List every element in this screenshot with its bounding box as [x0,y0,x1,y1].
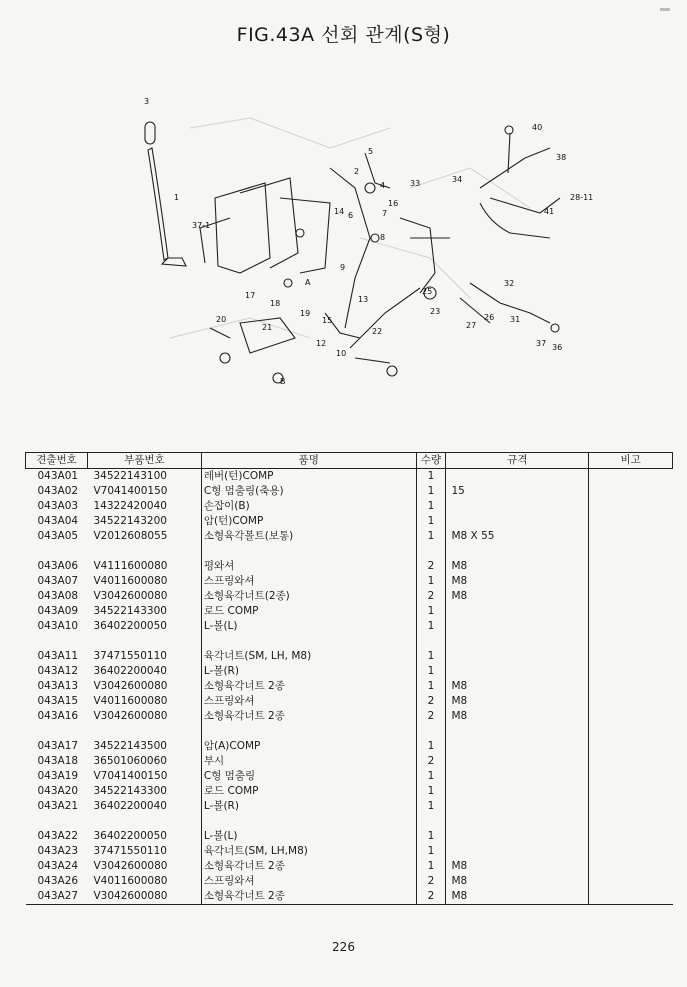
spec-cell: M8 [446,859,589,874]
spacer-cell [446,544,589,559]
part-name-cell: 소형육각너트 2종 [201,889,416,905]
quantity-cell: 1 [416,784,446,799]
part-code-cell: 043A13 [37,679,79,692]
part-code-cell: 043A27 [26,889,88,905]
quantity-cell: 1 [416,844,446,859]
part-name-cell: 스프링와셔 [201,694,416,709]
quantity-cell: 1 [416,484,446,499]
part-code-cell: 043A11 [37,649,79,662]
part-name-cell: 암(A)COMP [201,739,416,754]
part-code-cell: 043A06 [37,559,79,572]
callout-label: 1 [174,193,180,202]
exploded-view-drawing [130,88,594,393]
part-number-cell: V3042600080 [87,889,201,905]
spacer-cell [589,634,673,649]
quantity-cell: 1 [416,574,446,589]
note-cell [589,769,673,784]
quantity-cell: 1 [416,469,446,485]
callout-label: 34 [452,175,463,184]
callout-label: 26 [484,313,495,322]
callout-label: 16 [388,199,399,208]
spacer-cell [201,634,416,649]
table-row [26,559,673,574]
callout-label: 32 [504,279,515,288]
note-cell [589,754,673,769]
spec-cell [446,844,589,859]
quantity-cell: 1 [416,649,446,664]
handle-knob [145,122,155,144]
group-spacer-row [26,724,673,739]
note-cell [589,799,673,814]
part-name-cell: 소형육각너트(2종) [201,589,416,604]
table-row [26,649,673,664]
spacer-cell [26,814,88,829]
part-code-cell: 043A17 [37,739,79,752]
note-cell [589,499,673,514]
part-code-cell: 043A22 [37,829,79,842]
callout-label: 20 [216,315,227,324]
part-number-cell: V7041400150 [93,769,168,782]
callout-label: 23 [430,307,441,316]
callout-label: 10 [336,349,347,358]
note-cell [589,889,673,905]
callout-label: 41 [544,207,555,216]
quantity-cell: 1 [416,799,446,814]
spacer-cell [26,634,88,649]
part-name-cell: 육각너트(SM, LH,M8) [201,844,416,859]
spec-cell: M8 [446,889,589,905]
part-number-cell: V3042600080 [93,709,168,722]
spacer-cell [446,724,589,739]
part-number-cell: 14322420040 [93,500,167,512]
spec-cell [446,754,589,769]
callout-label: 7 [382,209,388,218]
spacer-cell [589,724,673,739]
callout-label: 13 [358,295,369,304]
table-row [26,889,673,905]
table-row [26,679,673,694]
callout-label: A [305,278,311,287]
quantity-cell: 1 [416,739,446,754]
table-row [26,619,673,634]
quantity-cell: 1 [416,769,446,784]
spacer-cell [416,814,446,829]
group-spacer-row [26,634,673,649]
table-row [26,829,673,844]
spec-cell: M8 [446,589,589,604]
part-code-cell: 043A24 [37,859,79,872]
callout-label: 27 [466,321,477,330]
part-code-cell: 043A05 [37,530,79,542]
table-row [26,694,673,709]
note-cell [589,664,673,679]
note-cell [589,694,673,709]
callout-label: 4 [380,181,386,190]
spec-cell: M8 [446,574,589,589]
table-row [26,769,673,784]
part-number-cell: 34522143300 [93,604,167,617]
part-number-cell: V2012608055 [93,530,168,542]
part-code-cell: 043A03 [37,500,79,512]
spec-cell [446,604,589,619]
callout-label: 18 [270,299,281,308]
spacer-cell [589,544,673,559]
part-code-cell: 043A01 [37,470,79,482]
table-row [26,709,673,724]
spacer-cell [26,724,88,739]
spacer-cell [416,544,446,559]
callout-label: 12 [316,339,327,348]
note-cell [589,739,673,754]
part-code-cell: 043A15 [37,694,79,707]
quantity-cell: 1 [416,514,446,529]
table-header-row [26,453,673,469]
part-number-cell: 37471550110 [93,649,167,662]
part-number-cell: V4011600080 [93,574,168,587]
table-row [26,754,673,769]
part-name-cell: 스프링와셔 [201,874,416,889]
part-number-cell: V4011600080 [93,694,168,707]
table-row [26,529,673,544]
spec-cell: M8 [446,709,589,724]
header-part-number: 부품번호 [87,453,201,469]
note-cell [589,604,673,619]
group-spacer-row [26,544,673,559]
spacer-cell [201,724,416,739]
spacer-cell [446,634,589,649]
quantity-cell: 1 [416,619,446,634]
part-name-cell: C형 멈춤링(축용) [201,484,416,499]
table-row [26,499,673,514]
callout-label: 5 [368,147,374,156]
part-code-cell: 043A26 [37,874,79,887]
part-number-cell: V4011600080 [93,874,168,887]
parts-diagram [130,88,594,393]
spec-cell: M8 [446,694,589,709]
callout-label: 14 [334,207,345,216]
quantity-cell: 2 [416,754,446,769]
quantity-cell: 1 [416,664,446,679]
callout-label: 9 [340,263,346,272]
part-name-cell: 소형육각너트 2종 [201,859,416,874]
note-cell [589,784,673,799]
part-number-cell: 36501060060 [93,754,167,767]
part-number-cell: 36402200050 [93,619,167,632]
spec-cell [446,469,589,485]
callout-label: 2 [354,167,360,176]
part-code-cell: 043A12 [37,664,79,677]
spacer-cell [87,814,201,829]
note-cell [589,859,673,874]
spec-cell [446,664,589,679]
note-cell [589,574,673,589]
part-name-cell: 레버(턴)COMP [201,469,416,485]
part-name-cell: C형 멈춤링 [201,769,416,784]
note-cell [589,589,673,604]
spec-cell [446,649,589,664]
callout-label: 8 [380,233,386,242]
quantity-cell: 1 [416,604,446,619]
note-cell [589,679,673,694]
table-row [26,739,673,754]
spacer-cell [87,634,201,649]
callout-label: 6 [348,211,354,220]
callout-label: 37 [536,339,547,348]
spec-cell [446,769,589,784]
quantity-cell: 2 [416,694,446,709]
header-note: 비고 [589,453,673,469]
part-name-cell: L-볼(L) [201,619,416,634]
part-number-cell: V3042600080 [93,859,168,872]
part-code-cell: 043A19 [37,769,79,782]
note-cell [589,844,673,859]
quantity-cell: 1 [416,679,446,694]
part-code-cell: 043A21 [37,799,79,812]
spacer-cell [416,724,446,739]
part-name-cell: 로드 COMP [201,784,416,799]
spacer-cell [26,544,88,559]
quantity-cell: 2 [416,589,446,604]
parts-table [25,452,673,905]
parts-table-body [26,469,673,905]
note-cell [589,514,673,529]
part-name-cell: 암(턴)COMP [201,514,416,529]
part-number-cell: V7041400150 [93,485,168,497]
quantity-cell: 1 [416,499,446,514]
callout-label: 3 [144,97,150,106]
part-name-cell: 부시 [201,754,416,769]
part-code-cell: 043A02 [37,485,79,497]
part-number-cell: V3042600080 [93,589,168,602]
part-name-cell: 로드 COMP [201,604,416,619]
spec-cell [446,799,589,814]
quantity-cell: 1 [416,859,446,874]
part-number-cell: V3042600080 [93,679,168,692]
quantity-cell: 2 [416,559,446,574]
spacer-cell [416,634,446,649]
page-title: FIG.43A 선회 관계(S형) [236,24,451,46]
spec-cell: 15 [446,484,589,499]
note-cell [589,709,673,724]
callout-label: 33 [410,179,421,188]
callout-label: 22 [372,327,383,336]
part-code-cell: 043A04 [37,515,79,527]
part-code-cell: 043A20 [37,784,79,797]
note-cell [589,559,673,574]
spacer-cell [87,724,201,739]
quantity-cell: 1 [416,529,446,544]
header-code: 견출번호 [26,453,88,469]
table-row [26,604,673,619]
table-row [26,514,673,529]
spec-cell [446,499,589,514]
part-number-cell: 34522143500 [93,739,167,752]
table-row [26,574,673,589]
group-spacer-row [26,814,673,829]
callout-label: 40 [532,123,543,132]
table-row [26,799,673,814]
part-number-cell: 34522143200 [93,515,167,527]
table-row [26,784,673,799]
quantity-cell: 2 [416,709,446,724]
part-name-cell: L-볼(L) [201,829,416,844]
callout-label: 38 [556,153,567,162]
callout-label: 28-11 [570,193,594,202]
spec-cell: M8 [446,679,589,694]
part-number-cell: 36402200040 [93,799,167,812]
spec-cell: M8 X 55 [446,529,589,544]
quantity-cell: 2 [416,874,446,889]
callout-label: 17 [245,291,256,300]
spec-cell: M8 [446,874,589,889]
callout-label: 21 [262,323,273,332]
part-number-cell: V4111600080 [93,559,168,572]
part-name-cell: 소형육각볼트(보통) [201,529,416,544]
part-code-cell: 043A08 [37,589,79,602]
part-name-cell: 소형육각너트 2종 [201,709,416,724]
spec-cell: M8 [446,559,589,574]
note-cell [589,874,673,889]
note-cell [589,469,673,485]
scan-mark [660,8,670,11]
callout-label: 36 [552,343,563,352]
spacer-cell [446,814,589,829]
part-number-cell: 37471550110 [93,844,167,857]
spacer-cell [589,814,673,829]
quantity-cell: 1 [416,829,446,844]
part-number-cell: 36402200050 [93,829,167,842]
table-row [26,664,673,679]
note-cell [589,829,673,844]
callout-label: 15 [322,316,333,325]
part-name-cell: 스프링와셔 [201,574,416,589]
spec-cell [446,739,589,754]
spec-cell [446,784,589,799]
spacer-cell [87,544,201,559]
note-cell [589,649,673,664]
part-code-cell: 043A16 [37,709,79,722]
part-name-cell: 소형육각너트 2종 [201,679,416,694]
part-name-cell: 손잡이(B) [201,499,416,514]
part-number-cell: 34522143300 [93,784,167,797]
quantity-cell: 2 [416,889,446,905]
header-quantity: 수량 [416,453,446,469]
spacer-cell [201,544,416,559]
part-name-cell: 육각너트(SM, LH, M8) [201,649,416,664]
note-cell [589,619,673,634]
part-code-cell: 043A18 [37,754,79,767]
table-row [26,859,673,874]
part-name-cell: L-볼(R) [201,664,416,679]
callout-label: 37-1 [192,221,211,230]
table-row [26,874,673,889]
table-row [26,589,673,604]
part-code-cell: 043A09 [37,604,79,617]
spec-cell [446,514,589,529]
callout-label: 31 [510,315,521,324]
callout-label: 19 [300,309,311,318]
note-cell [589,529,673,544]
spec-cell [446,619,589,634]
part-name-cell: 평와셔 [201,559,416,574]
part-name-cell: L-볼(R) [201,799,416,814]
note-cell [589,484,673,499]
callout-label: B [280,377,286,386]
spec-cell [446,829,589,844]
part-code-cell: 043A10 [37,619,79,632]
table-row [26,484,673,499]
header-spec: 규격 [446,453,589,469]
part-number-cell: 34522143100 [93,470,167,482]
table-row [26,469,673,485]
part-code-cell: 043A07 [37,574,79,587]
part-number-cell: 36402200040 [93,664,167,677]
spacer-cell [201,814,416,829]
page-number: 226 [332,940,355,954]
table-row [26,844,673,859]
header-part-name: 품명 [201,453,416,469]
part-code-cell: 043A23 [37,844,79,857]
callout-label: 25 [422,287,433,296]
